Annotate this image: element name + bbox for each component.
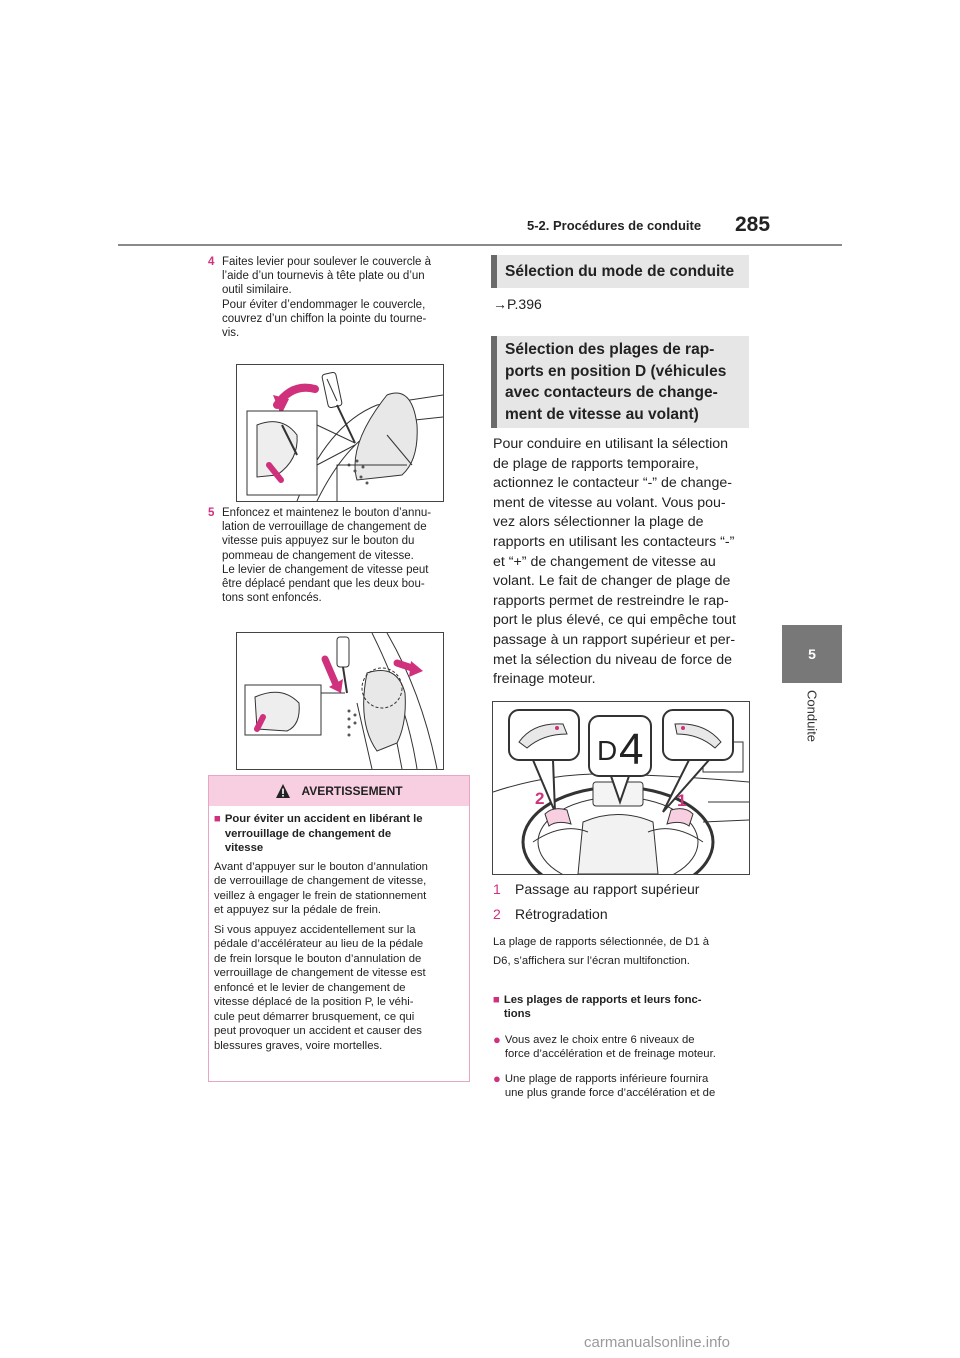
paddle-shifter-illustration	[493, 702, 749, 874]
watermark: carmanualsonline.info	[584, 1334, 730, 1351]
warning-line: de verrouillage de changement de vitesse,	[214, 875, 427, 887]
body-line: Pour conduire en utilisant la sélection	[493, 436, 729, 452]
heading-drive-mode: Sélection du mode de conduite	[491, 255, 749, 288]
heading-range-selection	[491, 336, 749, 428]
step-line: outil similaire.	[222, 284, 292, 297]
list-number: 1	[493, 881, 501, 897]
warning-line: vitesse déplacé de la position P, le véhi-	[214, 996, 414, 1008]
warning-line: peut provoquer un accident et causer des	[214, 1025, 422, 1037]
right-arrow-icon	[397, 661, 423, 677]
gear-number: 4	[619, 725, 644, 774]
list-text: Passage au rapport supérieur	[515, 881, 700, 897]
step-line: lation de verrouillage de changement de	[222, 521, 427, 534]
body-line: et “+” de changement de vitesse au	[493, 553, 716, 570]
heading-line: ment de vitesse au volant)	[505, 405, 699, 423]
body-line: freinage moteur.	[493, 671, 596, 688]
step-line: couvrez d’un chiffon la pointe du tourne-	[222, 312, 427, 325]
note-paragraph	[493, 933, 755, 971]
body-paragraph	[493, 435, 753, 690]
step-4	[208, 255, 470, 340]
list-item-downshift	[493, 906, 608, 922]
body-line: rapports permet de restreindre le rap-	[493, 592, 729, 609]
warning-header	[209, 776, 469, 806]
subheading-line: tions	[503, 1008, 531, 1020]
body-line: vez alors sélectionner la plage de	[493, 514, 704, 531]
figure-paddle-shifters	[492, 701, 750, 875]
subheading-ranges	[493, 993, 755, 1021]
circle-bullet-icon: ●	[493, 1071, 501, 1086]
callout-number-2: 2	[535, 789, 545, 808]
bullet-line: une plus grande force d’accélération et de	[504, 1087, 716, 1099]
body-line: volant. Le fait de changer de plage de	[493, 573, 731, 590]
page-number: 285	[735, 213, 771, 236]
header-divider	[118, 244, 842, 246]
figure-pry-cover	[236, 364, 444, 502]
bullet-line: Vous avez le choix entre 6 niveaux de	[504, 1034, 695, 1046]
heading-line: Sélection des plages de rap-	[505, 341, 715, 358]
warning-subheading-line: Pour éviter un accident en libérant le	[224, 813, 423, 825]
warning-title: AVERTISSEMENT	[301, 784, 403, 798]
page-reference: →P.396	[493, 296, 542, 312]
figure-shift-release	[236, 632, 444, 770]
warning-line: de frein lorsque le bouton d’annulation de	[214, 952, 422, 965]
warning-subheading	[214, 812, 464, 856]
note-line: D6, s’affichera sur l’écran multifonction.	[493, 955, 690, 967]
section-title: 5-2. Procédures de conduite	[527, 218, 702, 233]
warning-box	[208, 775, 470, 1082]
body-line: de plage de rapports temporaire,	[493, 455, 699, 472]
step-line: l’aide d’un tournevis à tête plate ou d’un	[222, 270, 425, 283]
warning-line: Avant d’appuyer sur le bouton d’annulation	[214, 860, 428, 873]
warning-line: verrouillage de changement de vitesse est	[214, 967, 426, 979]
warning-subheading-line: verrouillage de changement de	[224, 827, 392, 840]
warning-line: pédale d’accélérateur au lieu de la pédale	[214, 938, 424, 950]
step-line: vitesse puis appuyez sur le bouton du	[222, 535, 415, 548]
shift-release-illustration	[237, 633, 443, 769]
step-line: être déplacé pendant que les deux bou-	[222, 578, 425, 591]
subheading-line: Les plages de rapports et leurs fonc-	[503, 994, 702, 1006]
right-callout	[663, 710, 733, 812]
heading-line: ports en position D (véhicules	[505, 362, 727, 380]
step-line: pommeau de changement de vitesse.	[222, 549, 414, 562]
gear-letter: D	[597, 735, 618, 766]
body-line: ment de vitesse au volant. Vous pou-	[493, 494, 726, 511]
body-line: met la sélection du niveau de force de	[493, 651, 732, 668]
bullet-line: Une plage de rapports inférieure fournira	[504, 1073, 709, 1085]
circle-bullet-icon: ●	[493, 1032, 501, 1047]
warning-subheading-line: vitesse	[224, 842, 264, 854]
chapter-label-text: Conduite	[804, 690, 820, 743]
warning-line: veillez à engager le frein de stationnement	[214, 889, 427, 902]
bullet-item	[493, 1033, 755, 1061]
chapter-label	[782, 690, 842, 760]
chapter-number: 5	[808, 646, 816, 662]
warning-line: cule peut démarrer brusquement, ce qui	[214, 1010, 415, 1023]
bullet-item	[493, 1072, 755, 1100]
warning-line: enfoncé et le levier de changement de	[214, 981, 406, 994]
body-line: port le plus élevé, ce qui empêche tout	[493, 612, 736, 629]
body-line: passage à un rapport supérieur et per-	[493, 631, 736, 648]
step-5	[208, 506, 470, 605]
callout-number-1: 1	[677, 791, 687, 810]
step-line: Pour éviter d’endommager le couvercle,	[222, 298, 426, 311]
body-line: actionnez le contacteur “-” de change-	[493, 475, 732, 492]
square-bullet-icon: ■	[493, 994, 500, 1006]
warning-paragraph	[214, 860, 464, 918]
step-number: 5	[208, 507, 215, 519]
step-line: vis.	[222, 327, 240, 340]
bullet-line: force d’accélération et de freinage moteur.	[504, 1048, 716, 1060]
step-line: tons sont enfoncés.	[222, 592, 322, 605]
step-line: Enfoncez et maintenez le bouton d’annu-	[222, 507, 432, 519]
list-text: Rétrogradation	[515, 906, 608, 922]
warning-line: blessures graves, voire mortelles.	[214, 1039, 383, 1052]
step-line: Faites levier pour soulever le couvercle à	[222, 256, 432, 268]
list-number: 2	[493, 906, 501, 922]
step-number: 4	[208, 256, 215, 268]
warning-line: et appuyez sur la pédale de frein.	[214, 904, 382, 916]
chapter-tab	[782, 625, 842, 683]
body-line: rapports en utilisant les contacteurs “-”	[493, 533, 735, 550]
heading-line: avec contacteurs de change-	[505, 384, 718, 401]
warning-paragraph	[214, 923, 464, 1054]
warning-triangle-icon	[275, 783, 291, 799]
note-line: La plage de rapports sélectionnée, de D1 à	[493, 936, 710, 948]
pry-cover-illustration	[237, 365, 443, 501]
step-line: Le levier de changement de vitesse peut	[222, 563, 429, 576]
square-bullet-icon: ■	[214, 813, 221, 825]
warning-line: Si vous appuyez accidentellement sur la	[214, 923, 416, 936]
list-item-upshift	[493, 881, 699, 897]
